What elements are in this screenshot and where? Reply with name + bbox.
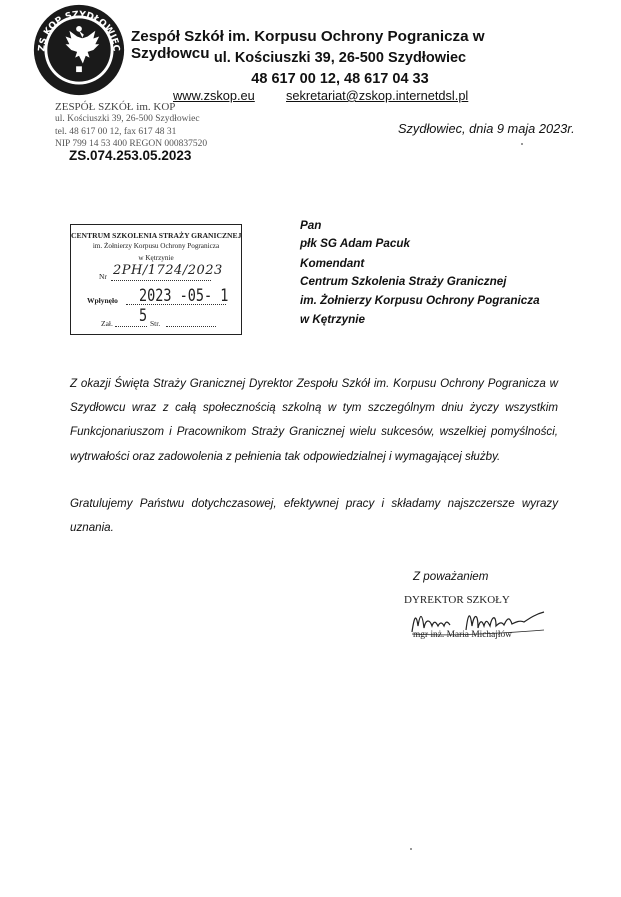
school-stamp-line-4: NIP 799 14 53 400 REGON 000837520 — [55, 139, 208, 149]
pages-line — [166, 326, 216, 327]
school-emblem-eagle-icon — [31, 2, 127, 98]
scan-speck — [410, 848, 412, 850]
addressee-city: w Kętrzynie — [300, 313, 365, 326]
received-date-label: Wpłynęło — [87, 296, 118, 305]
addressee-position: Komendant — [300, 257, 365, 270]
signatory-title: DYREKTOR SZKOŁY — [404, 594, 510, 606]
school-stamp-line-1: ZESPÓŁ SZKÓŁ im. KOP — [55, 101, 176, 113]
body-paragraph-1: Z okazji Święta Straży Granicznej Dyrektor Zespołu Szkół im. Korpusu Ochrony Pogranicza w Szydłowcu wraz z całą społecznością szkolną w tym szczególnym dniu życzy wszystkim Funkcjonariuszom i Pracownikom Straży Granicznej wielu sukcesów, wszelkiej pomyślności, wytrwałości oraz zadowolenia z pełnienia tak odpowiedzialnej i wymagającej służby. — [70, 377, 558, 463]
website-link[interactable]: www.zskop.eu — [173, 88, 255, 103]
received-number-label: Nr — [99, 272, 107, 281]
addressee-name: płk SG Adam Pacuk — [300, 237, 410, 250]
received-number-value: 2PH/1724/2023 — [113, 263, 223, 278]
closing-regards: Z poważaniem — [413, 570, 489, 583]
school-address: ul. Kościuszki 39, 26-500 Szydłowiec — [213, 50, 467, 66]
date-underline — [126, 304, 226, 305]
scan-speck — [521, 143, 523, 145]
svg-text:ZS KOP SZYDŁOWIEC: ZS KOP SZYDŁOWIEC — [37, 10, 121, 52]
addressee-salutation: Pan — [300, 219, 322, 232]
school-name: Zespół Szkół im. Korpusu Ochrony Pogranicza w Szydłowcu — [131, 28, 485, 62]
received-date-value: 2023 -05- 1 5 — [139, 286, 229, 326]
addressee-institution: Centrum Szkolenia Straży Granicznej — [300, 275, 507, 288]
place-and-date: Szydłowiec, dnia 9 maja 2023r. — [398, 121, 575, 136]
attachments-line — [115, 326, 147, 327]
received-stamp-line-2: im. Żołnierzy Korpusu Ochrony Pogranicza — [92, 242, 220, 250]
received-stamp — [70, 224, 242, 335]
body-paragraph-2: Gratulujemy Państwu dotychczasowej, efektywnej pracy i składamy najszczersze wyrazy uznania. — [70, 497, 558, 535]
received-stamp-line-1: CENTRUM SZKOLENIA STRAŻY GRANICZNEJ — [71, 231, 242, 240]
signatory-name: mgr inż. Maria Michajłów — [413, 630, 512, 640]
addressee-institution-patron: im. Żołnierzy Korpusu Ochrony Pogranicza — [300, 294, 540, 307]
number-underline — [111, 280, 211, 281]
email-link[interactable]: sekretariat@zskop.internetdsl.pl — [286, 88, 469, 103]
pages-label: Str. — [150, 319, 161, 328]
school-phones: 48 617 00 12, 48 617 04 33 — [251, 71, 429, 87]
received-stamp-line-3: w Kętrzynie — [138, 254, 174, 262]
reference-number: ZS.074.253.05.2023 — [69, 148, 192, 163]
school-stamp-line-3: tel. 48 617 00 12, fax 617 48 31 — [55, 127, 177, 137]
school-stamp-line-2: ul. Kościuszki 39, 26-500 Szydłowiec — [55, 114, 200, 124]
attachments-label: Zał. — [101, 319, 113, 328]
